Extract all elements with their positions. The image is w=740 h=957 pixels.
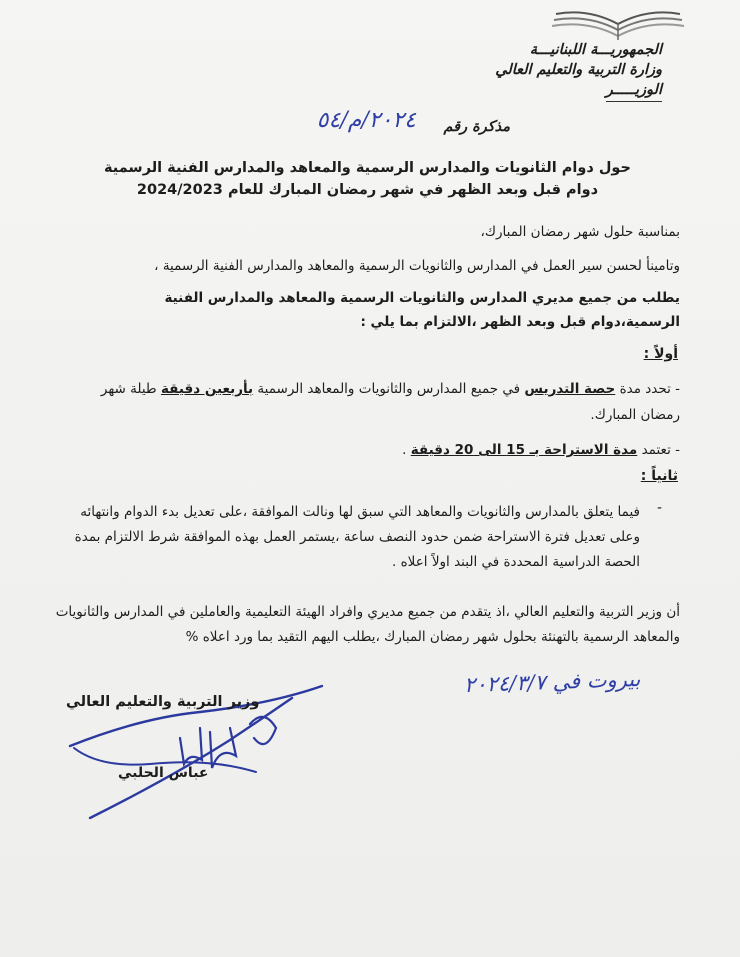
break-duration-emphasis: مدة الاستراحة بـ 15 الى 20 دقيقة <box>410 442 638 458</box>
paragraph-approved-schools: فيما يتعلق بالمدارس والثانويات والمعاهد التي سبق لها ونالت الموافقة ،على تعديل بدء الدوام وانتهائه وعلى تعديل فترة الاستراحة ضمن حدود النصف ساعة ،يستمر العمل بهذه الموافقة شرط الالتزام بمدة الحصة الدراسية المحددة في البند اولاً اعلاه . <box>74 504 640 570</box>
memo-number-row <box>316 108 510 135</box>
memo-number-handwritten: ٢٠٢٤/م/٥٤ <box>316 108 416 133</box>
paragraph-purpose: وتامينأ لحسن سير العمل في المدارس والثانويات الرسمية والمعاهد والمدارس الفنية الرسمية ، <box>154 258 680 274</box>
signatory-title: وزير التربية والتعليم العالي <box>66 694 260 710</box>
break-text-c: . <box>402 442 411 458</box>
letterhead <box>422 40 662 102</box>
paragraph-occasion: بمناسبة حلول شهر رمضان المبارك، <box>480 224 680 240</box>
republic-name: الجمهوريـــة اللبنانيـــة <box>529 42 662 58</box>
break-text-a: - تعتمد <box>637 442 680 458</box>
ministry-name: وزارة التربية والتعليم العالي <box>495 62 662 78</box>
lesson-duration-text-c: في جميع المدارس والثانويات والمعاهد الرسمية <box>253 381 525 397</box>
date-handwritten: بيروت في ٢٠٢٤/٣/٧ <box>463 666 641 698</box>
handwritten-signature <box>60 668 330 828</box>
section-second-heading: ثانياً : <box>640 468 678 484</box>
bullet-mark: - <box>656 500 662 516</box>
memo-label: مذكرة رقم <box>443 119 510 135</box>
forty-minutes-emphasis: بأربعين دقيقة <box>160 381 254 397</box>
memo-title-line2: دوام قبل وبعد الظهر في شهر رمضان المبارك للعام 2024/2023 <box>136 182 599 198</box>
lesson-period-emphasis: حصة التدريس <box>524 381 616 397</box>
lesson-duration-text-a: - تحدد مدة <box>615 381 680 397</box>
memo-title-line1: حول دوام الثانويات والمدارس الرسمية والمعاهد والمدارس الفنية الرسمية <box>104 160 631 176</box>
signatory-name: عباس الحلبي <box>118 765 209 781</box>
lesson-duration-text-e: طيلة شهر رمضان المبارك. <box>100 381 680 423</box>
paragraph-request: يطلب من جميع مديري المدارس والثانويات الرسمية والمعاهد والمدارس الفنية الرسمية،دوام قبل وبعد الظهر ،الالتزام بما يلي : <box>164 290 680 330</box>
paragraph-lesson-duration <box>80 376 680 428</box>
section-first-heading: أولاً : <box>643 346 678 362</box>
paragraph-break-duration <box>80 440 680 461</box>
paragraph-congratulations: أن وزير التربية والتعليم العالي ،اذ يتقدم من جميع مديري وافراد الهيئة التعليمية والعاملين في المدارس والثانويات والمعاهد الرسمية بالتهنئة بحلول شهر رمضان المبارك ،يطلب اليهم التقيد بما ورد اعلاه % <box>55 604 680 645</box>
minister-label: الوزيـــــر <box>606 80 662 102</box>
